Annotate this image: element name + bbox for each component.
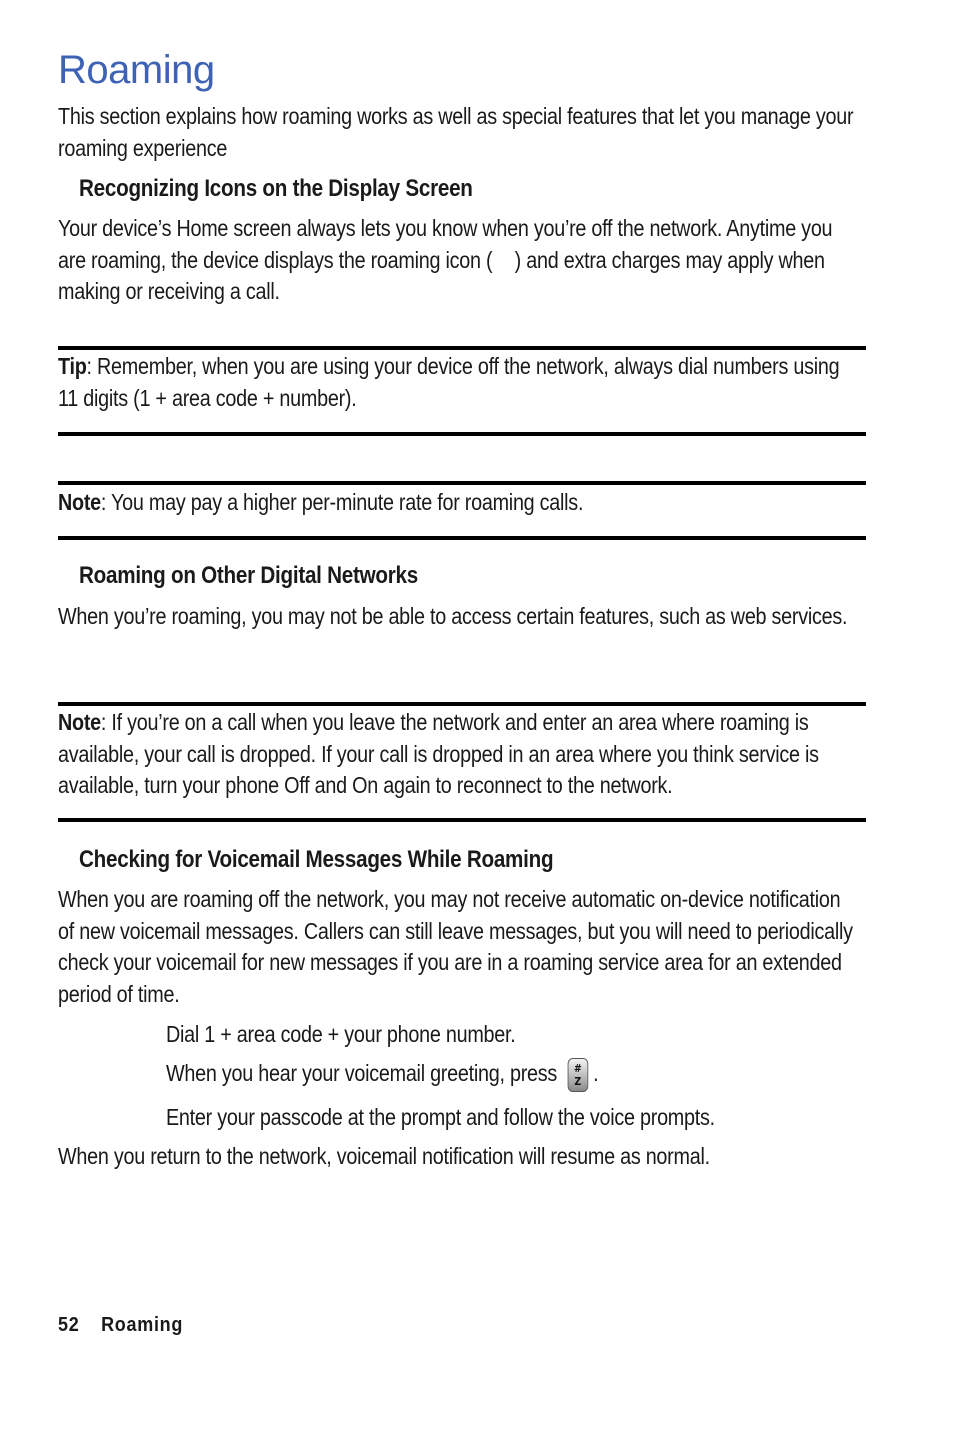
note1-text: : You may pay a higher per-minute rate for roaming calls.	[100, 489, 584, 515]
note2-label: Note	[58, 709, 101, 735]
pound-key-letter: Z	[574, 1075, 581, 1088]
voicemail-paragraph: When you are roaming off the network, you may not receive automatic on-device notification of new voicemail messages. Callers can still leave messages, but you will need to periodically check your voicemail for new messages if you are in a roaming service area for an extended period of time.	[58, 886, 853, 1007]
recognizing-icons-paragraph	[58, 213, 858, 308]
section-heading-recognizing-icons: Recognizing Icons on the Display Screen	[79, 175, 473, 202]
note2-text: : If you’re on a call when you leave the network and enter an area where roaming is available, your call is dropped. If your call is dropped in an area where you think service is available, turn your phone Off and On again to reconnect to the network.	[58, 709, 819, 798]
voicemail-step-2-text: When you hear your voicemail greeting, press	[166, 1060, 558, 1087]
voicemail-step-1: Dial 1 + area code + your phone number.	[166, 1021, 516, 1047]
pound-key-symbol: #	[573, 1062, 582, 1075]
note2-box	[58, 707, 858, 802]
recognizing-icons-text-2: ) and extra charges may apply when making or receiving a call.	[58, 246, 825, 304]
page-title: Roaming	[58, 48, 215, 92]
tip-label: Tip	[58, 353, 87, 379]
page-number: 52	[58, 1314, 80, 1336]
voicemail-closing: When you return to the network, voicemail notification will resume as normal.	[58, 1143, 710, 1169]
voicemail-step-3: Enter your passcode at the prompt and follow the voice prompts.	[166, 1104, 715, 1130]
tip-box	[58, 351, 858, 414]
note2-bottom-rule	[58, 818, 866, 822]
note1-top-rule	[58, 481, 866, 485]
note1-label: Note	[58, 489, 101, 515]
tip-top-rule	[58, 346, 866, 350]
note1-bottom-rule	[58, 536, 866, 540]
other-networks-paragraph: When you’re roaming, you may not be able to access certain features, such as web services.	[58, 603, 848, 629]
note2-top-rule	[58, 702, 866, 706]
voicemail-step-2-period: .	[593, 1060, 599, 1087]
recognizing-icons-text-1: Your device’s Home screen always lets you know when you’re off the network. Anytime you are roaming, the device displays the roaming icon (	[58, 215, 833, 273]
tip-bottom-rule	[58, 432, 866, 436]
page-footer	[58, 1314, 183, 1337]
section-heading-other-networks: Roaming on Other Digital Networks	[79, 562, 418, 589]
voicemail-step-2	[166, 1058, 598, 1092]
intro-paragraph: This section explains how roaming works as well as special features that let you manage your roaming experience	[58, 103, 854, 161]
footer-section-name: Roaming	[101, 1314, 184, 1336]
note1-box	[58, 487, 858, 519]
pound-key-icon	[567, 1058, 588, 1092]
section-heading-voicemail: Checking for Voicemail Messages While Roaming	[79, 846, 554, 873]
tip-text: : Remember, when you are using your device off the network, always dial numbers using 11 digits (1 + area code + number).	[58, 353, 840, 411]
